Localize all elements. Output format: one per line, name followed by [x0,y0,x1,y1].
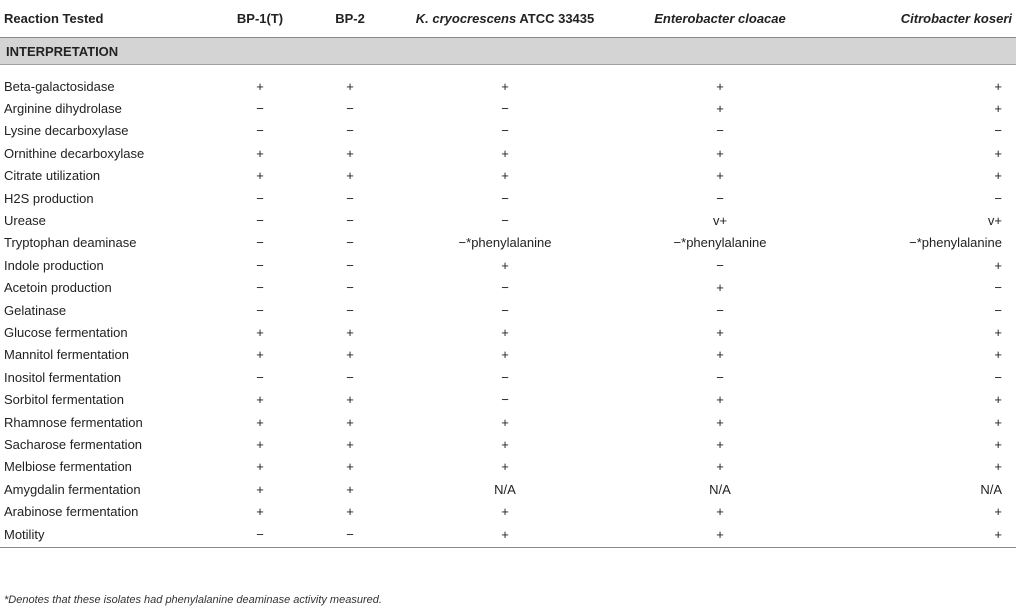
result-cell: + [346,504,354,520]
reaction-label: Motility [0,523,215,548]
header-citrobacter-koseri: Citrobacter koseri [825,0,1016,38]
result-cell: + [716,78,724,94]
header-k-cryocrescens-strain: ATCC 33435 [516,11,595,26]
reaction-label: Acetoin production [4,280,112,296]
result-cell: − [501,213,509,229]
reaction-label: Mannitol fermentation [4,347,130,363]
section-spacer [0,65,1016,76]
result-cell: + [346,481,354,497]
result-cell: − [346,190,354,206]
reaction-label: H2S production [4,190,94,206]
result-cell: + [256,459,264,475]
table-row [0,500,1016,522]
result-cell: + [256,78,264,94]
result-cell: + [716,504,724,520]
result-cell: + [346,78,354,94]
result-cell: − [994,302,1002,318]
reaction-label: Ornithine decarboxylase [4,145,145,161]
result-cell: + [256,145,264,161]
result-cell: − [305,523,395,548]
header-bp1: BP-1(T) [215,0,305,38]
table-row [0,344,1016,366]
table-row [0,299,1016,321]
result-cell: + [716,347,724,363]
result-cell: + [501,257,509,273]
result-cell: + [994,392,1002,408]
result-cell: + [994,78,1002,94]
result-cell: + [501,78,509,94]
table-row [0,209,1016,231]
result-cell: − [501,280,509,296]
result-cell: − [994,123,1002,139]
table-row [0,165,1016,187]
result-cell: + [256,392,264,408]
result-cell: + [501,459,509,475]
result-cell: N/A [494,481,516,497]
result-cell: − [994,369,1002,385]
reaction-label: Inositol fermentation [4,369,122,385]
result-cell: + [346,436,354,452]
result-cell: + [256,504,264,520]
reaction-label: Beta-galactosidase [4,78,115,94]
result-cell: + [716,324,724,340]
result-cell: − [256,123,264,139]
result-cell: + [994,347,1002,363]
result-cell: − [346,302,354,318]
result-cell: − [716,123,724,139]
result-cell: −*phenylalanine [458,235,552,251]
result-cell: + [346,145,354,161]
result-cell: − [346,235,354,251]
reaction-label: Sorbitol fermentation [4,392,124,408]
reaction-label: Urease [4,213,46,229]
table-row [0,388,1016,410]
result-cell: + [994,145,1002,161]
reaction-label: Indole production [4,257,104,273]
result-cell: − [256,369,264,385]
header-k-cryocrescens-species: K. cryocrescens [415,11,517,26]
result-cell: + [501,168,509,184]
result-cell: + [346,347,354,363]
result-cell: −*phenylalanine [673,235,767,251]
result-cell: + [716,101,724,117]
result-cell: + [501,414,509,430]
result-cell: + [994,436,1002,452]
reaction-label: Citrate utilization [4,168,101,184]
result-cell: v+ [712,213,728,229]
result-cell: − [501,190,509,206]
result-cell: − [256,280,264,296]
result-cell: − [256,101,264,117]
result-cell: − [716,257,724,273]
result-cell: + [346,392,354,408]
header-bp2: BP-2 [305,0,395,38]
result-cell: − [346,213,354,229]
result-cell: + [346,324,354,340]
table-row [0,478,1016,500]
reaction-label: Arginine dihydrolase [4,101,122,117]
table-row [0,75,1016,97]
footnote: *Denotes that these isolates had phenylalanine deaminase activity measured. [4,594,382,606]
result-cell: + [346,168,354,184]
table-row [0,411,1016,433]
result-cell: − [256,302,264,318]
result-cell: + [716,392,724,408]
result-cell: + [716,436,724,452]
result-cell: + [994,504,1002,520]
result-cell: − [501,392,509,408]
section-block [0,38,1016,76]
table-row [0,277,1016,299]
result-cell: N/A [980,481,1002,497]
result-cell: + [716,168,724,184]
table-row [0,142,1016,164]
table-body [0,75,1016,547]
reaction-label: Amygdalin fermentation [4,481,141,497]
result-cell: + [994,257,1002,273]
result-cell: + [256,414,264,430]
result-cell: + [501,347,509,363]
result-cell: + [716,414,724,430]
table-row [0,232,1016,254]
table-row [0,523,1016,548]
header-k-cryocrescens [395,0,615,38]
result-cell: − [346,257,354,273]
result-cell: + [501,436,509,452]
reaction-label: Sacharose fermentation [4,436,143,452]
result-cell: + [256,168,264,184]
result-cell: − [501,101,509,117]
reaction-label: Melbiose fermentation [4,459,132,475]
result-cell: − [256,190,264,206]
result-cell: − [716,369,724,385]
reaction-label: Arabinose fermentation [4,504,139,520]
result-cell: + [615,523,825,548]
reaction-label: Glucose fermentation [4,324,128,340]
result-cell: + [501,145,509,161]
table-row [0,366,1016,388]
result-cell: + [501,504,509,520]
table-row [0,97,1016,119]
result-cell: + [825,523,1016,548]
result-cell: + [395,523,615,548]
result-cell: + [256,436,264,452]
table-row [0,321,1016,343]
table-row [0,254,1016,276]
result-cell: v+ [987,213,1002,229]
result-cell: + [994,414,1002,430]
table-header [0,0,1016,38]
result-cell: − [346,101,354,117]
result-cell: + [716,145,724,161]
result-cell: N/A [709,481,731,497]
result-cell: − [716,302,724,318]
result-cell: − [346,369,354,385]
table-row [0,120,1016,142]
result-cell: − [716,190,724,206]
result-cell: + [256,347,264,363]
header-enterobacter-cloacae: Enterobacter cloacae [615,0,825,38]
result-cell: + [256,481,264,497]
result-cell: − [346,280,354,296]
result-cell: + [501,324,509,340]
result-cell: + [994,459,1002,475]
reaction-label: Tryptophan deaminase [4,235,137,251]
result-cell: + [994,168,1002,184]
result-cell: − [215,523,305,548]
header-reaction-tested: Reaction Tested [0,0,215,38]
result-cell: − [994,190,1002,206]
section-interpretation: INTERPRETATION [0,38,1016,65]
result-cell: + [716,280,724,296]
reaction-label: Lysine decarboxylase [4,123,129,139]
table-row [0,456,1016,478]
table-row [0,187,1016,209]
result-cell: − [501,369,509,385]
result-cell: − [501,302,509,318]
table-row [0,433,1016,455]
result-cell: − [256,213,264,229]
reaction-label: Rhamnose fermentation [4,414,143,430]
result-cell: + [256,324,264,340]
result-cell: + [346,414,354,430]
result-cell: − [256,257,264,273]
result-cell: + [994,101,1002,117]
result-cell: − [346,123,354,139]
result-cell: − [501,123,509,139]
result-cell: − [994,280,1002,296]
result-cell: + [346,459,354,475]
reaction-label: Gelatinase [4,302,67,318]
result-cell: −*phenylalanine [909,235,1002,251]
result-cell: + [716,459,724,475]
result-cell: − [256,235,264,251]
result-cell: + [994,324,1002,340]
